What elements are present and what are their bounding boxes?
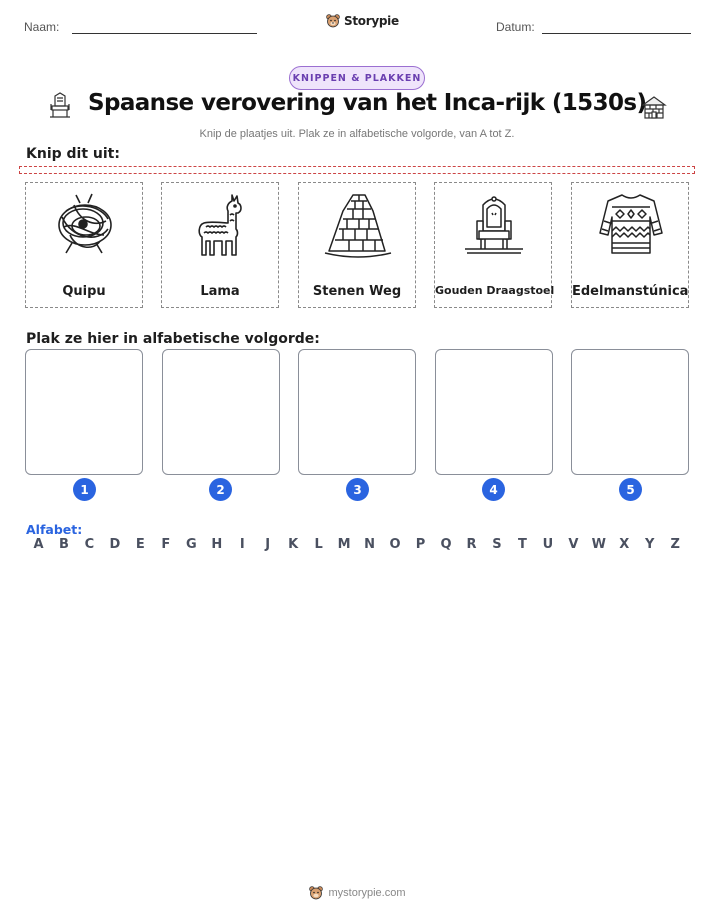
paste-slot-1[interactable]: [25, 349, 143, 475]
alphabet-letter: J: [265, 537, 271, 552]
alphabet-letter: C: [84, 537, 95, 552]
bear-icon: [325, 13, 341, 29]
alphabet-letter: O: [389, 537, 401, 552]
paste-slot-5[interactable]: [571, 349, 689, 475]
alphabet-letter: L: [314, 537, 323, 552]
paste-slot-4[interactable]: [435, 349, 553, 475]
card-label: Lama: [200, 284, 240, 299]
date-label: Datum:: [496, 20, 535, 34]
card-gouden-draagstoel[interactable]: [434, 182, 555, 308]
alphabet-letter: Q: [440, 537, 452, 552]
storypie-logo: [325, 13, 399, 29]
throne-icon: [459, 191, 529, 261]
alphabet-letter: N: [364, 537, 376, 552]
brand-name: Storypie: [344, 14, 399, 28]
stone-road-icon: [323, 191, 393, 261]
alphabet-letter: X: [619, 537, 630, 552]
card-label: Edelmanstúnica: [572, 284, 689, 299]
alphabet-letter: E: [135, 537, 145, 552]
alphabet-label: Alfabet:: [26, 522, 83, 537]
throne-deco-icon: [46, 92, 74, 120]
paste-heading: Plak ze hier in alfabetische volgorde:: [26, 331, 320, 347]
alphabet-letter: Z: [670, 537, 680, 552]
tunic-icon: [596, 191, 666, 261]
alphabet-letter: R: [466, 537, 477, 552]
alphabet-letter: K: [288, 537, 299, 552]
alphabet-letter: H: [211, 537, 223, 552]
alphabet-letter: V: [568, 537, 579, 552]
alphabet-letter: S: [492, 537, 502, 552]
alphabet-letter: M: [337, 537, 351, 552]
page-title: Spaanse verovering van het Inca-rijk (1530s): [88, 90, 647, 116]
alphabet-row: [26, 537, 688, 552]
slot-number-3: 3: [346, 478, 369, 501]
cut-line: [19, 166, 695, 174]
alphabet-letter: W: [591, 537, 606, 552]
footer-url[interactable]: mystorypie.com: [328, 887, 406, 899]
alphabet-letter: P: [415, 537, 426, 552]
name-label: Naam:: [24, 20, 60, 34]
alphabet-letter: D: [109, 537, 121, 552]
llama-icon: [186, 191, 256, 261]
alphabet-letter: A: [33, 537, 44, 552]
alphabet-letter: B: [59, 537, 69, 552]
date-line[interactable]: [542, 33, 691, 34]
alphabet-letter: T: [517, 537, 527, 552]
cut-heading: Knip dit uit:: [26, 146, 120, 162]
card-lama[interactable]: [161, 182, 279, 308]
card-label: Quipu: [62, 284, 106, 299]
activity-badge: KNIPPEN & PLAKKEN: [289, 66, 425, 90]
paste-slot-2[interactable]: [162, 349, 280, 475]
slot-number-4: 4: [482, 478, 505, 501]
alphabet-letter: U: [542, 537, 554, 552]
slot-number-2: 2: [209, 478, 232, 501]
card-edelmanstunica[interactable]: [571, 182, 689, 308]
bear-icon: [308, 885, 324, 901]
paste-slot-3[interactable]: [298, 349, 416, 475]
alphabet-letter: F: [161, 537, 171, 552]
slot-number-1: 1: [73, 478, 96, 501]
stone-house-icon: [640, 93, 668, 121]
alphabet-letter: I: [239, 537, 245, 552]
alphabet-letter: G: [185, 537, 197, 552]
instructions: Knip de plaatjes uit. Plak ze in alfabetische volgorde, van A tot Z.: [199, 128, 515, 140]
name-line[interactable]: [72, 33, 257, 34]
alphabet-letter: Y: [645, 537, 655, 552]
quipu-icon: [50, 191, 120, 261]
slot-number-5: 5: [619, 478, 642, 501]
card-quipu[interactable]: [25, 182, 143, 308]
card-label: Stenen Weg: [312, 284, 402, 299]
card-stenen-weg[interactable]: [298, 182, 416, 308]
footer: [0, 885, 714, 901]
card-label: Gouden Draagstoel: [435, 284, 555, 297]
